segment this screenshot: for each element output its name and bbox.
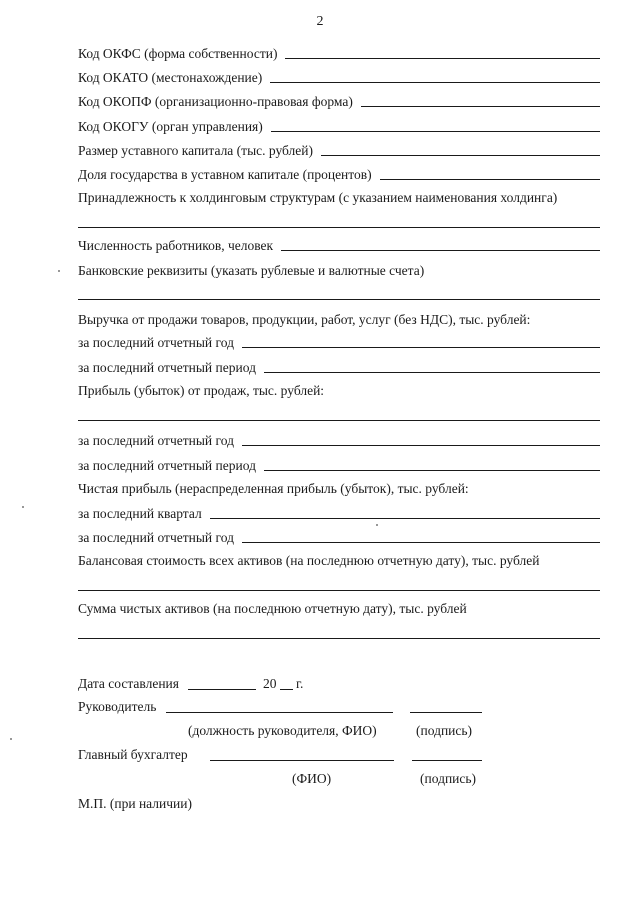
holding-label: Принадлежность к холдинговым структурам (с указанием наименования холдинга) bbox=[78, 190, 558, 205]
okopf-label: Код ОКОПФ (организационно-правовая форма) bbox=[78, 94, 353, 109]
capital-label: Размер уставного капитала (тыс. рублей) bbox=[78, 143, 314, 158]
net-quarter-field bbox=[78, 504, 600, 522]
scan-speck bbox=[10, 738, 12, 740]
okogu-field bbox=[78, 117, 600, 135]
bank-label: Банковские реквизиты (указать рублевые и валютные счета) bbox=[78, 263, 425, 278]
net-year-field bbox=[78, 528, 600, 546]
head-name-line[interactable] bbox=[166, 712, 393, 713]
capital-field bbox=[78, 141, 600, 159]
state-share-field bbox=[78, 165, 600, 183]
year-input-line[interactable] bbox=[280, 689, 293, 690]
employees-field bbox=[78, 236, 600, 254]
revenue-period-input-line[interactable] bbox=[264, 371, 600, 373]
bank-input-line[interactable] bbox=[78, 299, 600, 300]
profit-year-input-line[interactable] bbox=[242, 444, 600, 446]
okopf-field bbox=[78, 92, 600, 110]
year-prefix: 20 bbox=[263, 676, 277, 691]
scan-speck bbox=[376, 524, 378, 526]
revenue-year-label: за последний отчетный год bbox=[78, 335, 234, 350]
net-quarter-label: за последний квартал bbox=[78, 506, 202, 521]
net-assets-input-line[interactable] bbox=[78, 638, 600, 639]
fio-caption: (ФИО) bbox=[292, 771, 332, 786]
date-label: Дата составления bbox=[78, 676, 179, 691]
stamp-label: М.П. (при наличии) bbox=[78, 796, 192, 811]
holding-input-line[interactable] bbox=[78, 227, 600, 228]
net-assets-label: Сумма чистых активов (на последнюю отчетную дату), тыс. рублей bbox=[78, 601, 467, 616]
revenue-period-label: за последний отчетный период bbox=[78, 360, 256, 375]
revenue-period-field bbox=[78, 358, 600, 376]
assets-label: Балансовая стоимость всех активов (на последнюю отчетную дату), тыс. рублей bbox=[78, 553, 540, 568]
state-share-input-line[interactable] bbox=[380, 178, 600, 180]
head-caption: (должность руководителя, ФИО) bbox=[188, 723, 377, 738]
profit-label: Прибыль (убыток) от продаж, тыс. рублей: bbox=[78, 383, 325, 398]
profit-period-input-line[interactable] bbox=[264, 469, 600, 471]
date-input-line[interactable] bbox=[188, 689, 256, 690]
capital-input-line[interactable] bbox=[321, 154, 600, 156]
okfs-field bbox=[78, 44, 600, 62]
revenue-label: Выручка от продажи товаров, продукции, работ, услуг (без НДС), тыс. рублей: bbox=[78, 312, 531, 327]
head-sign-caption: (подпись) bbox=[416, 723, 473, 738]
profit-input-line[interactable] bbox=[78, 420, 600, 421]
okfs-label: Код ОКФС (форма собственности) bbox=[78, 46, 278, 61]
okato-input-line[interactable] bbox=[270, 81, 600, 83]
net-quarter-input-line[interactable] bbox=[210, 517, 600, 519]
revenue-year-field bbox=[78, 333, 600, 351]
accountant-label: Главный бухгалтер bbox=[78, 747, 188, 762]
net-year-label: за последний отчетный год bbox=[78, 530, 234, 545]
profit-year-label: за последний отчетный год bbox=[78, 433, 234, 448]
profit-period-field bbox=[78, 456, 600, 474]
net-year-input-line[interactable] bbox=[242, 541, 600, 543]
assets-input-line[interactable] bbox=[78, 590, 600, 591]
okogu-input-line[interactable] bbox=[271, 130, 600, 132]
accountant-sign-caption: (подпись) bbox=[420, 771, 477, 786]
head-signature-line[interactable] bbox=[410, 712, 482, 713]
okfs-input-line[interactable] bbox=[285, 57, 600, 59]
revenue-year-input-line[interactable] bbox=[242, 346, 600, 348]
scan-speck bbox=[58, 270, 60, 272]
head-label: Руководитель bbox=[78, 699, 157, 714]
okogu-label: Код ОКОГУ (орган управления) bbox=[78, 119, 263, 134]
accountant-signature-line[interactable] bbox=[412, 760, 482, 761]
okato-label: Код ОКАТО (местонахождение) bbox=[78, 70, 263, 85]
page-number: 2 bbox=[316, 14, 324, 29]
profit-period-label: за последний отчетный период bbox=[78, 458, 256, 473]
profit-year-field bbox=[78, 431, 600, 449]
accountant-name-line[interactable] bbox=[210, 760, 394, 761]
okopf-input-line[interactable] bbox=[361, 105, 600, 107]
employees-input-line[interactable] bbox=[281, 249, 600, 251]
state-share-label: Доля государства в уставном капитале (процентов) bbox=[78, 167, 372, 182]
okato-field bbox=[78, 68, 600, 86]
year-suffix: г. bbox=[296, 676, 304, 691]
scan-speck bbox=[22, 506, 24, 508]
net-profit-label: Чистая прибыль (нераспределенная прибыль (убыток), тыс. рублей: bbox=[78, 481, 469, 496]
employees-label: Численность работников, человек bbox=[78, 238, 274, 253]
